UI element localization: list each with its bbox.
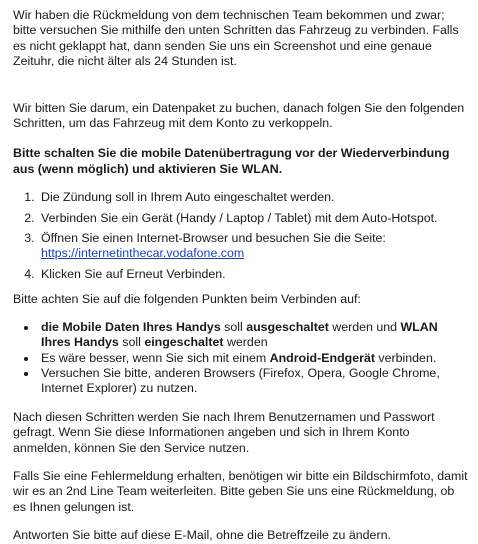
bold-instruction: Bitte schalten Sie die mobile Datenübertragung vor der Wiederverbindung aus (wenn möglich) und aktivieren Sie WLAN. — [13, 146, 450, 176]
error-paragraph: Falls Sie eine Fehlermeldung erhalten, benötigen wir bitte ein Bildschirmfoto, damit wir es an 2nd Line Team weiterleiten. Bitte geben Sie uns eine Rückmeldung, ob es Ihnen gelungen ist. — [13, 468, 468, 514]
list-item: • die Mobile Daten Ihres Handys soll ausgeschaltet werden und WLAN Ihres Handys soll eingeschaltet werden — [38, 320, 468, 351]
list-item: • Versuchen Sie bitte, anderen Browsers (Firefox, Opera, Google Chrome, Internet Explorer) zu nutzen. — [38, 366, 468, 397]
intro-paragraph: Wir haben die Rückmeldung von dem technischen Team bekommen und zwar; bitte versuchen Sie mithilfe den unten Schritten das Fahrzeug zu verbinden. Falls es nicht geklappt hat, dann senden Sie uns ein Screenshot und eine genaue Zeituhr, die nicht älter als 24 Stunden ist. — [13, 8, 459, 69]
step-item: 4. Klicken Sie auf Erneut Verbinden. — [38, 267, 468, 282]
login-paragraph: Nach diesen Schritten werden Sie nach Ihrem Benutzernamen und Passwort gefragt. Wenn Sie diese Informationen angeben und sich in Ihrem Konto anmelden, können Sie den Service nutzen. — [13, 409, 435, 455]
step-item: 1. Die Zündung soll in Ihrem Auto eingeschaltet werden. — [38, 190, 468, 205]
points-intro: Bitte achten Sie auf die folgenden Punkten beim Verbinden auf: — [13, 292, 361, 307]
step-item: 3. Öffnen Sie einen Internet-Browser und besuchen Sie die Seite: https://internetinthecar.vodafone.com — [38, 231, 468, 262]
vodafone-link[interactable]: https://internetinthecar.vodafone.com — [41, 246, 245, 261]
points-list — [13, 320, 468, 397]
list-item: • Es wäre besser, wenn Sie sich mit einem Android-Endgerät verbinden. — [38, 351, 468, 366]
data-package-paragraph: Wir bitten Sie darum, ein Datenpaket zu buchen, danach folgen Sie den folgenden Schritten, um das Fahrzeug mit dem Konto zu verkoppeln. — [13, 100, 465, 131]
reply-paragraph: Antworten Sie bitte auf diese E-Mail, ohne die Betreffzeile zu ändern. — [13, 528, 391, 543]
step-item: 2. Verbinden Sie ein Gerät (Handy / Laptop / Tablet) mit dem Auto-Hotspot. — [38, 211, 468, 226]
steps-list — [13, 190, 468, 282]
